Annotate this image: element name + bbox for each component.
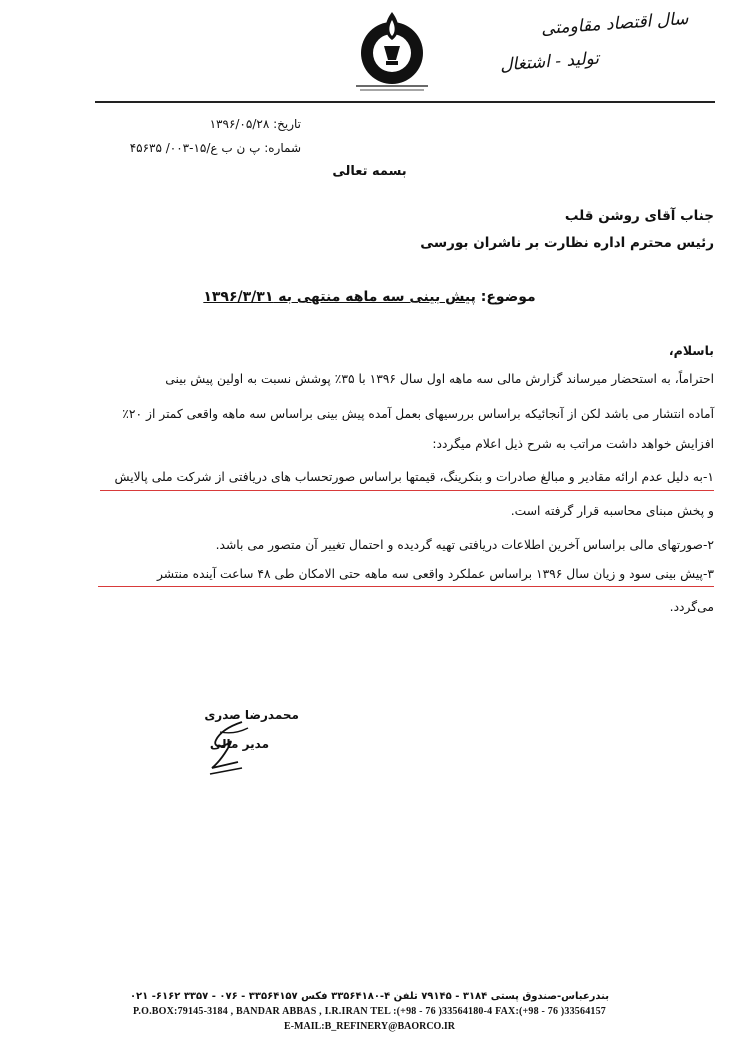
slogan-production: تولید - اشتغال (499, 48, 600, 76)
letter-date: تاریخ: ۱۳۹۶/۰۵/۲۸ (209, 117, 301, 131)
recipient-title: رئیس محترم اداره نظارت بر ناشران بورسی (420, 235, 714, 251)
letter-number: شماره: پ ن ب ع/۱۵-۰۰۳/ ۴۵۶۳۵ (129, 141, 301, 155)
slogan-economy: سال اقتصاد مقاومتی (540, 8, 690, 40)
body-item-1: ۱-به دلیل عدم ارائه مقادیر و مبالغ صادرات و بنکرینگ، قیمتها براساس صورتحساب های دریافتی از شرکت ملی پالایش (114, 470, 714, 484)
signatory-title: مدیر مالی (209, 737, 269, 751)
subject-line (0, 289, 739, 305)
body-item-3: ۳-پیش بینی سود و زیان سال ۱۳۹۶ براساس عملکرد واقعی سه ماهه حتی الامکان طی ۴۸ ساعت آینده منتشر (157, 567, 714, 581)
body-line-1: احتراماً، به استحضار میرساند گزارش مالی سه ماهه اول سال ۱۳۹۶ با ۳۵٪ پوشش نسبت به اولین پیش بینی (165, 372, 714, 386)
footer-address-fa: بندرعباس-صندوق پستی ۳۱۸۴ - ۷۹۱۴۵ تلفن ۴-۳۳۵۶۴۱۸۰ فکس ۳۳۵۶۴۱۵۷ - ۰۷۶ - ۳۳۵۷ ۶۱۶۲- ۰۲۱ (129, 991, 610, 1002)
footer-address-en: P.O.BOX:79145-3184 , BANDAR ABBAS , I.R.IRAN TEL :(+98 - 76 )33564180-4 FAX:(+98 - 76 )33564157 (133, 1006, 606, 1017)
basmala-heading: بسمه تعالی (332, 164, 407, 179)
footer-email: E-MAIL:B_REFINERY@BAORCO.IR (284, 1021, 455, 1032)
red-underline-item-1 (100, 490, 714, 491)
body-line-3: افزایش خواهد داشت مراتب به شرح ذیل اعلام میگردد: (432, 437, 714, 451)
header-divider (95, 101, 715, 103)
salutation: باسلام، (668, 343, 714, 358)
body-item-2: ۲-صورتهای مالی براساس آخرین اطلاعات دریافتی تهیه گردیده و احتمال تغییر آن متصور می باشد. (215, 538, 714, 552)
subject-value: پیش بینی سه ماهه منتهی به ۱۳۹۶/۳/۳۱ (203, 289, 476, 305)
refinery-flame-emblem-icon (350, 6, 434, 92)
red-underline-item-3 (98, 586, 714, 587)
body-line-2: آماده انتشار می باشد لکن از آنجائیکه براساس بررسیهای بعمل آمده پیش بینی براساس سه ماهه واقعی کمتر از ۲۰٪ (122, 407, 714, 421)
recipient-name: جناب آقای روشن قلب (564, 208, 714, 224)
handwritten-signature-icon (190, 718, 260, 780)
body-item-3-continued: می‌گردد. (669, 600, 714, 614)
body-item-1-continued: و پخش مبنای محاسبه قرار گرفته است. (510, 504, 714, 518)
subject-label: موضوع: (475, 289, 536, 305)
signatory-name: محمدرضا صدری (204, 708, 299, 722)
